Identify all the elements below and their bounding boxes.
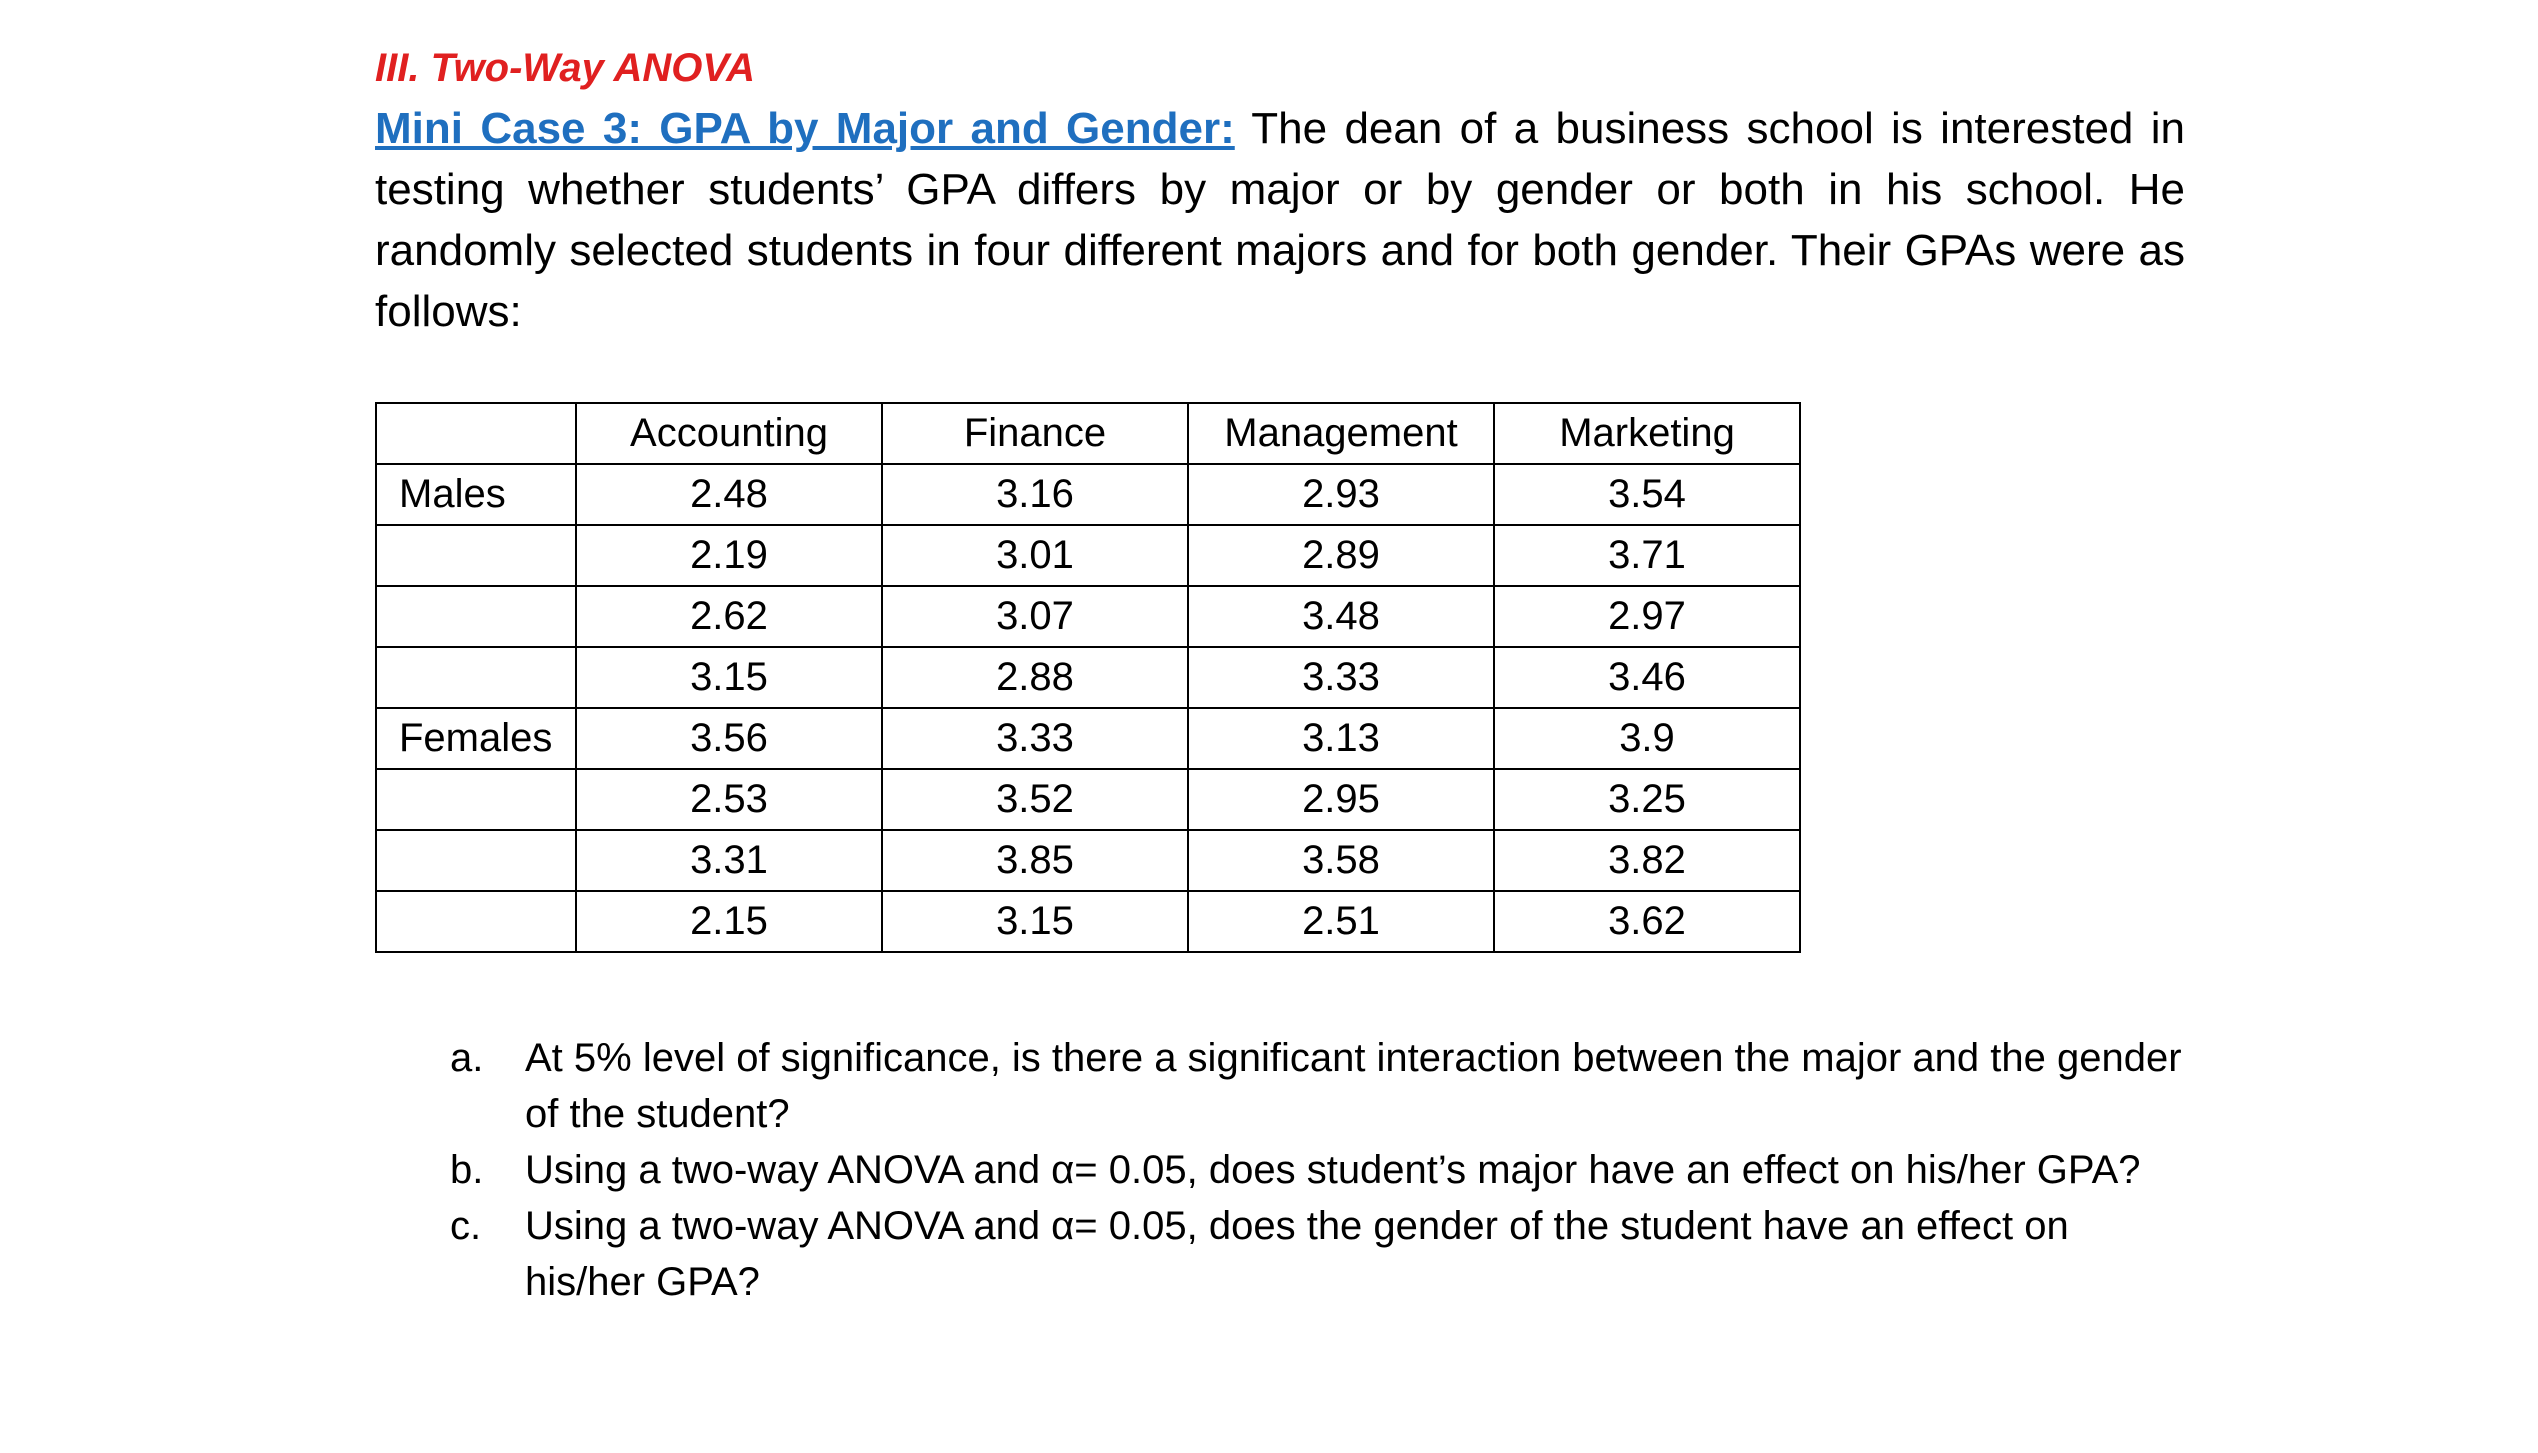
table-cell: 3.16 (882, 464, 1188, 525)
table-cell: 2.53 (576, 769, 882, 830)
question-list (375, 1030, 2185, 1310)
case-title: Mini Case 3: GPA by Major and Gender: (375, 104, 1235, 153)
header-accounting: Accounting (576, 403, 882, 464)
table-cell: 3.13 (1188, 708, 1494, 769)
table-cell: 3.9 (1494, 708, 1800, 769)
table-row (376, 647, 1800, 708)
table-cell: 2.95 (1188, 769, 1494, 830)
row-label (376, 769, 576, 830)
table-cell: 2.93 (1188, 464, 1494, 525)
table-cell: 3.71 (1494, 525, 1800, 586)
table-cell: 3.48 (1188, 586, 1494, 647)
table-cell: 3.25 (1494, 769, 1800, 830)
table-cell: 3.56 (576, 708, 882, 769)
case-body: The dean of a business school is interested in testing whether students’ GPA differs by major or by gender or both in his school. He randomly selected students in four different majors and for both gender. Their GPAs were as follows: (375, 104, 2185, 336)
table-cell: 3.85 (882, 830, 1188, 891)
table-cell: 2.15 (576, 891, 882, 952)
table-row (376, 586, 1800, 647)
row-label (376, 586, 576, 647)
table-cell: 3.82 (1494, 830, 1800, 891)
list-item (375, 1142, 2185, 1198)
question-text: Using a two-way ANOVA and α= 0.05, does student’s major have an effect on his/her GPA? (525, 1148, 2141, 1192)
table-row (376, 525, 1800, 586)
table-cell: 3.15 (882, 891, 1188, 952)
table-cell: 3.62 (1494, 891, 1800, 952)
question-letter: c. (450, 1204, 482, 1248)
table-cell: 3.52 (882, 769, 1188, 830)
table-cell: 3.33 (1188, 647, 1494, 708)
table-cell: 2.88 (882, 647, 1188, 708)
table-cell: 2.19 (576, 525, 882, 586)
gpa-table (375, 402, 1801, 953)
row-label: Males (376, 464, 576, 525)
table-cell: 2.62 (576, 586, 882, 647)
row-label (376, 525, 576, 586)
question-letter: b. (450, 1148, 484, 1192)
table-row (376, 769, 1800, 830)
table-cell: 3.54 (1494, 464, 1800, 525)
row-label (376, 830, 576, 891)
table-row (376, 708, 1800, 769)
list-item (375, 1030, 2185, 1142)
list-item (375, 1198, 2185, 1310)
table-cell: 3.31 (576, 830, 882, 891)
table-corner-cell (376, 403, 576, 464)
table-cell: 2.97 (1494, 586, 1800, 647)
table-cell: 3.33 (882, 708, 1188, 769)
table-cell: 3.01 (882, 525, 1188, 586)
table-cell: 2.51 (1188, 891, 1494, 952)
section-title: III. Two-Way ANOVA (375, 46, 756, 90)
table-row (376, 891, 1800, 952)
table-row (376, 830, 1800, 891)
question-text: Using a two-way ANOVA and α= 0.05, does the gender of the student have an effect on his/her GPA? (525, 1204, 2069, 1304)
question-text: At 5% level of significance, is there a significant interaction between the major and the gender of the student? (525, 1036, 2182, 1136)
table-cell: 3.15 (576, 647, 882, 708)
table-cell: 3.46 (1494, 647, 1800, 708)
table-cell: 3.58 (1188, 830, 1494, 891)
document-page (375, 38, 2185, 1304)
case-paragraph (375, 98, 2185, 342)
header-marketing: Marketing (1494, 403, 1800, 464)
table-cell: 2.89 (1188, 525, 1494, 586)
table-row (376, 464, 1800, 525)
row-label (376, 647, 576, 708)
header-management: Management (1188, 403, 1494, 464)
row-label (376, 891, 576, 952)
table-header-row (376, 403, 1800, 464)
header-finance: Finance (882, 403, 1188, 464)
question-letter: a. (450, 1036, 484, 1080)
row-label: Females (376, 708, 576, 769)
table-cell: 2.48 (576, 464, 882, 525)
table-cell: 3.07 (882, 586, 1188, 647)
